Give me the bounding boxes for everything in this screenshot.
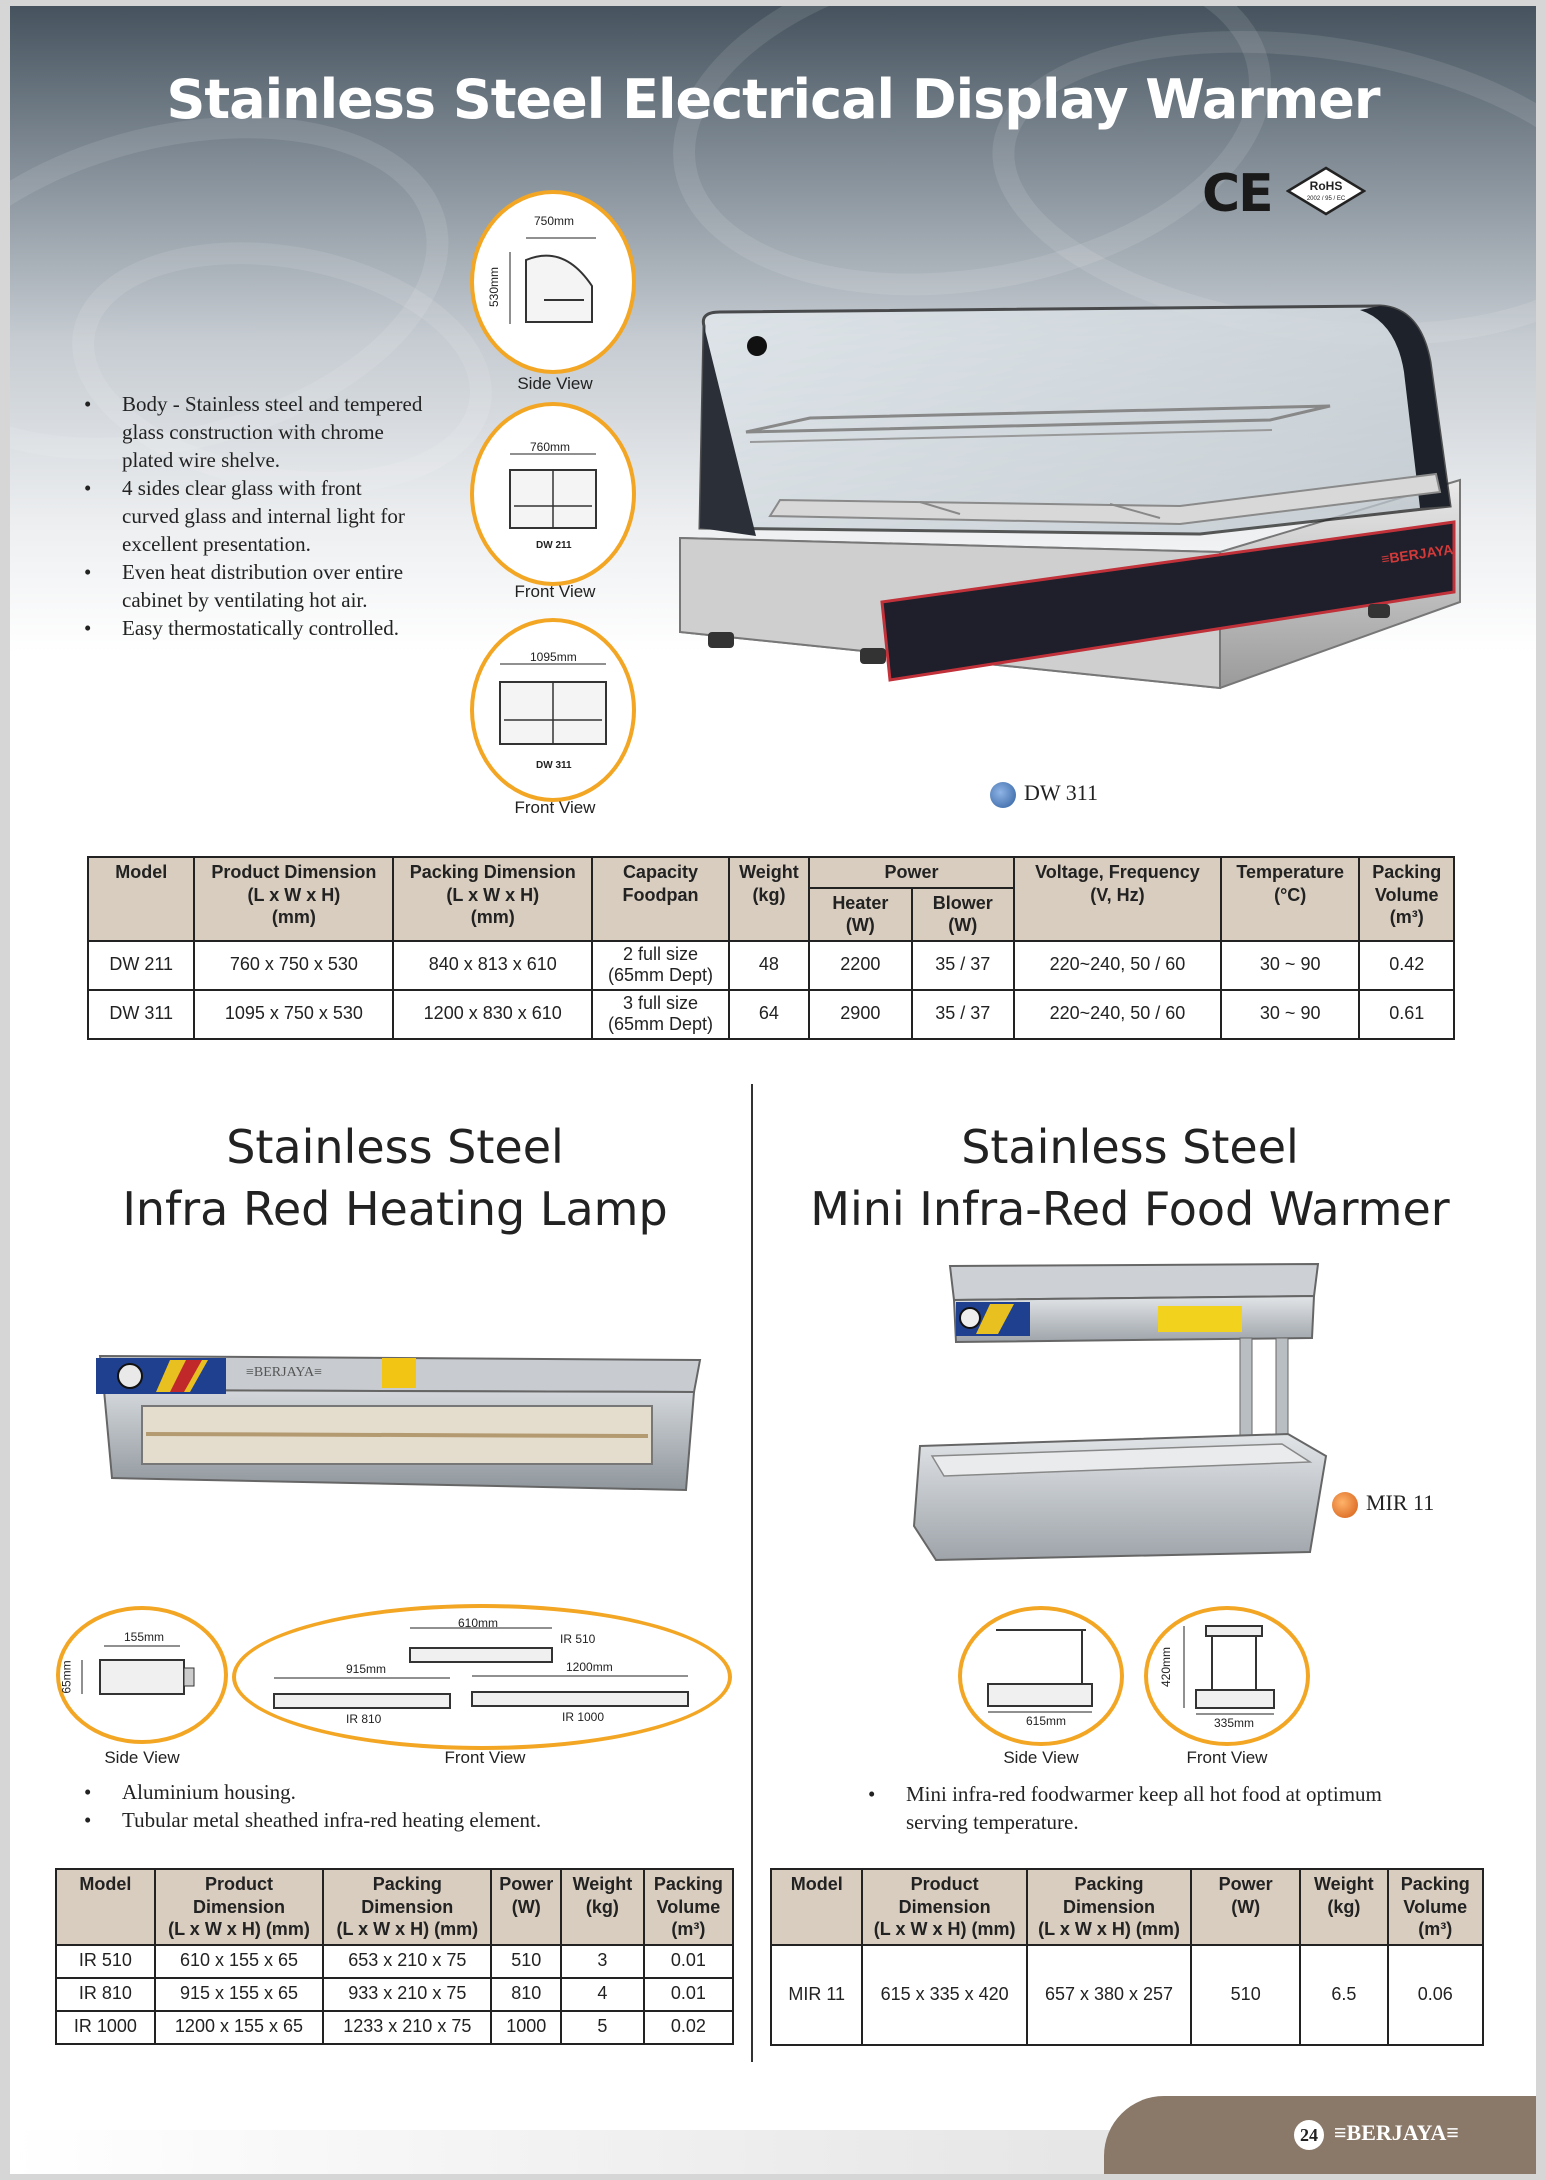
lamp-feature-list — [84, 1778, 724, 1834]
front-view-width: 760mm — [530, 440, 571, 454]
table-row: MIR 11 615 x 335 x 420 657 x 380 x 257 510 6.5 0.06 — [771, 1945, 1483, 2045]
col-packing-dim: Packing Dimension (L x W x H) (mm) — [323, 1869, 491, 1945]
warmer-feature: • 4 sides clear glass with front curved glass and internal light for excellent presentation. — [84, 474, 424, 558]
lamp-feature: • Tubular metal sheathed infra-red heating element. — [84, 1806, 724, 1834]
heating-lamp-photo — [90, 1346, 710, 1516]
warmer-feature: • Even heat distribution over entire cabinet by ventilating hot air. — [84, 558, 424, 614]
mini-side-view-diagram — [958, 1606, 1124, 1746]
col-model: Model — [88, 857, 194, 941]
front-view-width: 1095mm — [530, 650, 577, 664]
warmer-front-view-diagram-1 — [470, 402, 636, 586]
front-view-drawing — [474, 622, 632, 798]
col-blower: Blower (W) — [912, 888, 1014, 941]
col-capacity: Capacity Foodpan — [592, 857, 729, 941]
mir11-model-tag — [1332, 1490, 1434, 1518]
rohs-badge — [1286, 166, 1366, 216]
table-row: DW 311 1095 x 750 x 530 1200 x 830 x 610 3 full size (65mm Dept) 64 2900 35 / 37 220~240, 50 / 60 30 ~ 90 0.61 — [88, 990, 1454, 1039]
mini-section-title: Stainless Steel Mini Infra-Red Food Warmer — [810, 1120, 1450, 1236]
footer-brand-logo: ≡BERJAYA≡ — [1334, 2120, 1459, 2145]
lamp-side-view-label: Side View — [104, 1748, 180, 1767]
col-product-dim: Product Dimension (L x W x H) (mm) — [155, 1869, 323, 1945]
ce-mark-icon: CE — [1202, 164, 1272, 224]
front-view-model: DW 311 — [536, 760, 572, 771]
dw311-model-label: DW 311 — [1024, 780, 1098, 805]
table-row: DW 211 760 x 750 x 530 840 x 813 x 610 2 full size (65mm Dept) 48 2200 35 / 37 220~240, 50 / 60 30 ~ 90 0.42 — [88, 941, 1454, 990]
col-heater: Heater (W) — [809, 888, 911, 941]
mini-feature-list — [868, 1780, 1428, 1836]
mini-spec-table — [770, 1868, 1484, 2046]
warmer-feature: • Body - Stainless steel and tempered glass construction with chrome plated wire shelve. — [84, 390, 424, 474]
mini-front-view-label: Front View — [1186, 1748, 1268, 1767]
mir11-model-label: MIR 11 — [1366, 1490, 1435, 1515]
model-badge-icon — [990, 782, 1016, 808]
warmer-front-view-diagram-2 — [470, 618, 636, 802]
mini-warmer-photo — [910, 1256, 1340, 1596]
front-view-label: Front View — [514, 582, 596, 601]
warmer-feature-list — [84, 390, 424, 642]
col-model: Model — [771, 1869, 862, 1945]
front-view-label: Front View — [514, 798, 596, 817]
col-product-dim: Product Dimension (L x W x H) (mm) — [862, 1869, 1026, 1945]
front-view-drawing — [474, 406, 632, 582]
col-product-dim: Product Dimension (L x W x H) (mm) — [194, 857, 393, 941]
page-title: Stainless Steel Electrical Display Warmer — [166, 68, 1380, 131]
col-power: Power (W) — [1191, 1869, 1300, 1945]
mini-side-view-label: Side View — [1003, 1748, 1079, 1767]
side-view-label: Side View — [517, 374, 593, 393]
lamp-front-view-label: Front View — [444, 1748, 526, 1767]
dw311-model-tag — [990, 780, 1098, 808]
side-view-width: 750mm — [534, 214, 575, 228]
catalog-page — [10, 6, 1536, 2174]
lamp-side-height: 65mm — [59, 1660, 74, 1694]
col-weight: Weight (kg) — [729, 857, 809, 941]
col-voltage: Voltage, Frequency (V, Hz) — [1014, 857, 1221, 941]
col-power: Power (W) — [491, 1869, 561, 1945]
side-view-height: 530mm — [487, 266, 502, 308]
col-weight: Weight (kg) — [561, 1869, 644, 1945]
col-packing-volume: Packing Volume (m³) — [1388, 1869, 1484, 1945]
ir1000-model: IR 1000 — [562, 1710, 605, 1724]
lamp-side-view-diagram — [56, 1606, 228, 1744]
mini-front-height: 420mm — [1159, 1646, 1174, 1688]
ir510-model: IR 510 — [560, 1632, 596, 1646]
warmer-side-view-diagram — [470, 190, 636, 374]
col-packing-volume: Packing Volume (m³) — [644, 1869, 733, 1945]
col-weight: Weight (kg) — [1300, 1869, 1387, 1945]
display-warmer-photo — [660, 302, 1470, 752]
table-row: IR 1000 1200 x 155 x 65 1233 x 210 x 75 1000 5 0.02 — [56, 2011, 733, 2044]
mini-side-width: 615mm — [1026, 1714, 1067, 1728]
lamp-side-width: 155mm — [124, 1630, 165, 1644]
warmer-feature: • Easy thermostatically controlled. — [84, 614, 424, 642]
page-number: 24 — [1294, 2120, 1324, 2150]
col-packing-dim: Packing Dimension (L x W x H) (mm) — [393, 857, 592, 941]
section-divider — [751, 1084, 753, 2062]
lamp-section-title: Stainless Steel Infra Red Heating Lamp — [122, 1120, 668, 1236]
lamp-brand: ≡BERJAYA≡ — [246, 1365, 322, 1380]
mini-front-width: 335mm — [1214, 1716, 1255, 1730]
ir810-width: 915mm — [346, 1662, 387, 1676]
ir1000-width: 1200mm — [566, 1660, 613, 1674]
lamp-front-view-diagram — [232, 1604, 732, 1750]
col-model: Model — [56, 1869, 155, 1945]
model-badge-icon — [1332, 1492, 1358, 1518]
lamp-feature: • Aluminium housing. — [84, 1778, 724, 1806]
table-row: IR 510 610 x 155 x 65 653 x 210 x 75 510 3 0.01 — [56, 1945, 733, 1978]
mini-front-view-diagram — [1144, 1606, 1310, 1746]
warmer-spec-table — [87, 856, 1455, 1040]
rohs-sub: 2002 / 95 / EC — [1306, 196, 1346, 202]
display-warmer-brand: ≡BERJAYA — [1380, 541, 1455, 567]
lamp-spec-table — [55, 1868, 734, 2045]
ir810-model: IR 810 — [346, 1712, 382, 1726]
mini-feature: • Mini infra-red foodwarmer keep all hot food at optimum serving temperature. — [868, 1780, 1428, 1836]
col-packing-dim: Packing Dimension (L x W x H) (mm) — [1027, 1869, 1191, 1945]
rohs-label: RoHS — [1309, 179, 1343, 193]
col-temperature: Temperature (°C) — [1221, 857, 1360, 941]
front-view-model: DW 211 — [536, 540, 572, 551]
col-power: Power — [809, 857, 1014, 888]
ir510-width: 610mm — [458, 1616, 499, 1630]
table-row: IR 810 915 x 155 x 65 933 x 210 x 75 810 4 0.01 — [56, 1978, 733, 2011]
col-packing-volume: Packing Volume (m³) — [1359, 857, 1454, 941]
